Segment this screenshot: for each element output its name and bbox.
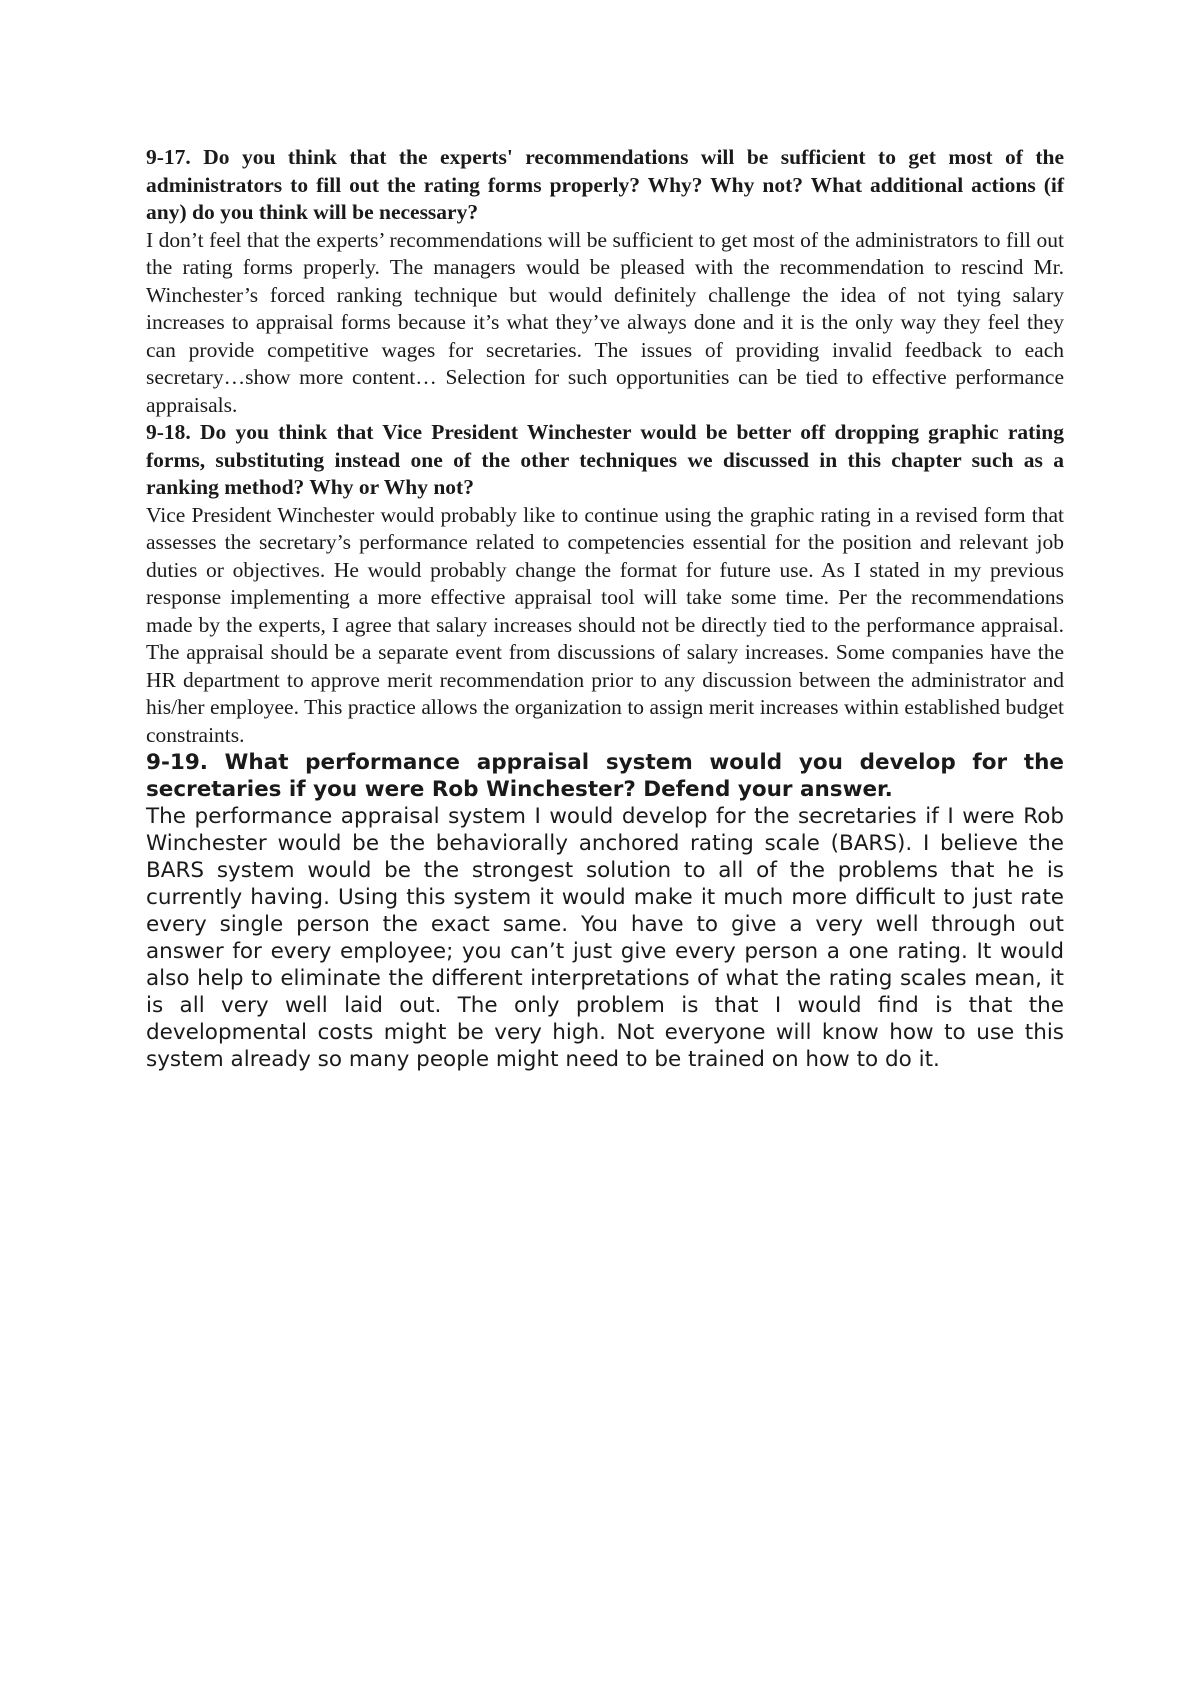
section-9-19 bbox=[146, 749, 1064, 1073]
answer-9-18: Vice President Winchester would probably like to continue using the graphic rating in a revised form that assesses the secretary’s performance related to competencies essential for the position and relevant job duties or objectives. He would probably change the format for future use. As I stated in my previous response implementing a more effective appraisal tool will take some time. Per the recommendations made by the experts, I agree that salary increases should not be directly tied to the performance appraisal. The appraisal should be a separate event from discussions of salary increases. Some companies have the HR department to approve merit recommendation prior to any discussion between the administrator and his/her employee. This practice allows the organization to assign merit increases within established budget constraints. bbox=[146, 502, 1064, 747]
answer-9-17: I don’t feel that the experts’ recommendations will be sufficient to get most of the administrators to fill out the rating forms properly. The managers would be pleased with the recommendation to rescind Mr. Winchester’s forced ranking technique but would definitely challenge the idea of not tying salary increases to appraisal forms because it’s what they’ve always done and it is the only way they feel they can provide competitive wages for secretaries. The issues of providing invalid feedback to each secretary…show more content… Selection for such opportunities can be tied to effective performance appraisals. bbox=[146, 227, 1064, 417]
answer-9-19: The performance appraisal system I would develop for the secretaries if I were Rob Winchester would be the behaviorally anchored rating scale (BARS). I believe the BARS system would be the strongest solution to all of the problems that he is currently having. Using this system it would make it much more difficult to just rate every single person the exact same. You have to give a very well through out answer for every employee; you can’t just give every person a one rating. It would also help to eliminate the different interpretations of what the rating scales mean, it is all very well laid out. The only problem is that I would find is that the developmental costs might be very high. Not everyone will know how to use this system already so many people might need to be trained on how to do it. bbox=[146, 804, 1064, 1072]
question-9-19: 9-19. What performance appraisal system would you develop for the secretaries if you were Rob Winchester? Defend your answer. bbox=[146, 750, 1064, 802]
section-9-18 bbox=[146, 419, 1064, 749]
question-9-17: 9-17. Do you think that the experts' recommendations will be sufficient to get most of the administrators to fill out the rating forms properly? Why? Why not? What additional actions (if any) do you think will be necessary? bbox=[146, 145, 1064, 224]
document-page bbox=[146, 144, 1064, 1073]
section-9-17 bbox=[146, 144, 1064, 419]
question-9-18: 9-18. Do you think that Vice President Winchester would be better off dropping graphic rating forms, substituting instead one of the other techniques we discussed in this chapter such as a ranking method? Why or Why not? bbox=[146, 420, 1064, 499]
